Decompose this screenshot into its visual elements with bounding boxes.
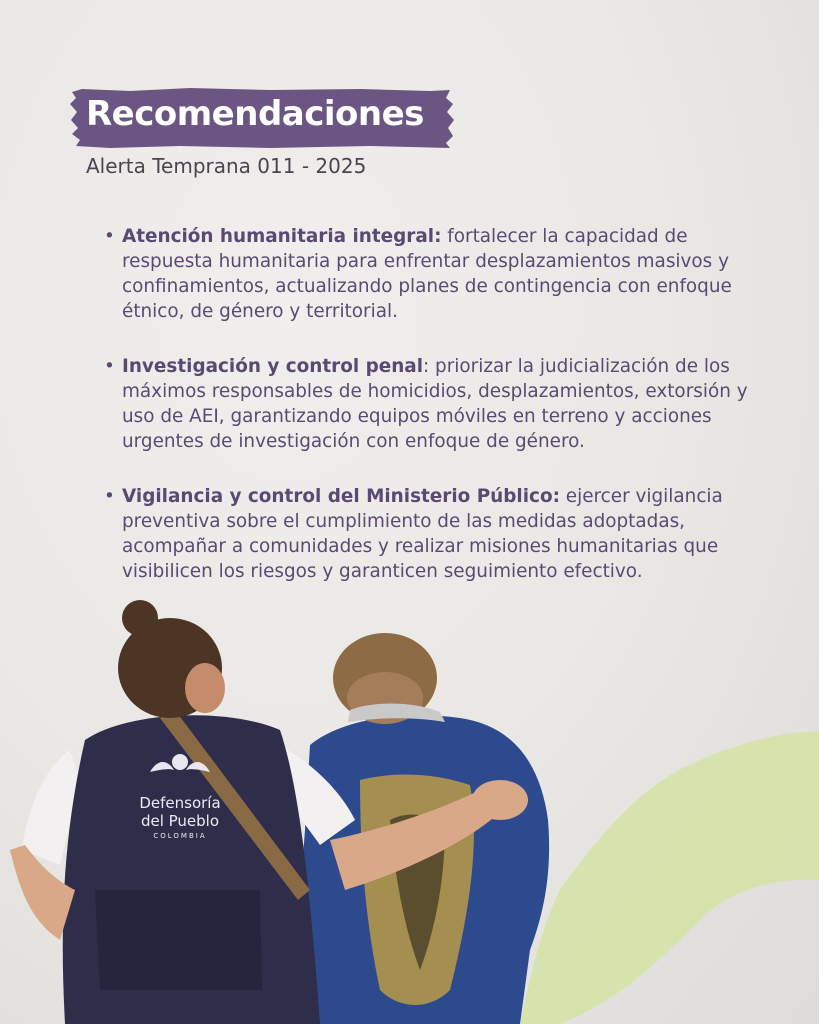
- page-title: Recomendaciones: [86, 94, 424, 134]
- list-item: [100, 354, 780, 454]
- page-subtitle: Alerta Temprana 011 - 2025: [86, 154, 367, 178]
- item-heading: Atención humanitaria integral:: [122, 226, 442, 247]
- title-banner: [70, 88, 454, 148]
- photo-two-women: [0, 590, 819, 1024]
- item-heading: Vigilancia y control del Ministerio Público:: [122, 486, 560, 507]
- bullet-icon: •: [104, 226, 115, 247]
- bullet-icon: •: [104, 486, 115, 507]
- list-item: [100, 484, 780, 584]
- vest-logo-text-line3: COLOMBIA: [153, 832, 207, 840]
- vest-logo-text-line1: Defensoría: [139, 794, 221, 812]
- item-heading: Investigación y control penal: [122, 356, 424, 377]
- green-wave-decoration: [520, 732, 819, 1024]
- item-text: fortalecer la capacidad de respuesta humanitaria para enfrentar desplazamientos masivos y confinamientos, actualizando planes de contingencia con enfoque étnico, de género y territorial.: [122, 226, 732, 322]
- vest-logo-text-line2: del Pueblo: [140, 812, 220, 830]
- recommendations-list: [100, 224, 780, 614]
- item-text: ejercer vigilancia preventiva sobre el cumplimiento de las medidas adoptadas, acompañar a comunidades y realizar misiones humanitarias que visibilicen los riesgos y garanticen seguimiento efectivo.: [122, 486, 723, 582]
- list-item: [100, 224, 780, 324]
- item-text: : priorizar la judicialización de los máximos responsables de homicidios, desplazamientos, extorsión y uso de AEI, garantizando equipos móviles en terreno y acciones urgentes de investigación con enfoque de género.: [122, 356, 748, 452]
- bullet-icon: •: [104, 356, 115, 377]
